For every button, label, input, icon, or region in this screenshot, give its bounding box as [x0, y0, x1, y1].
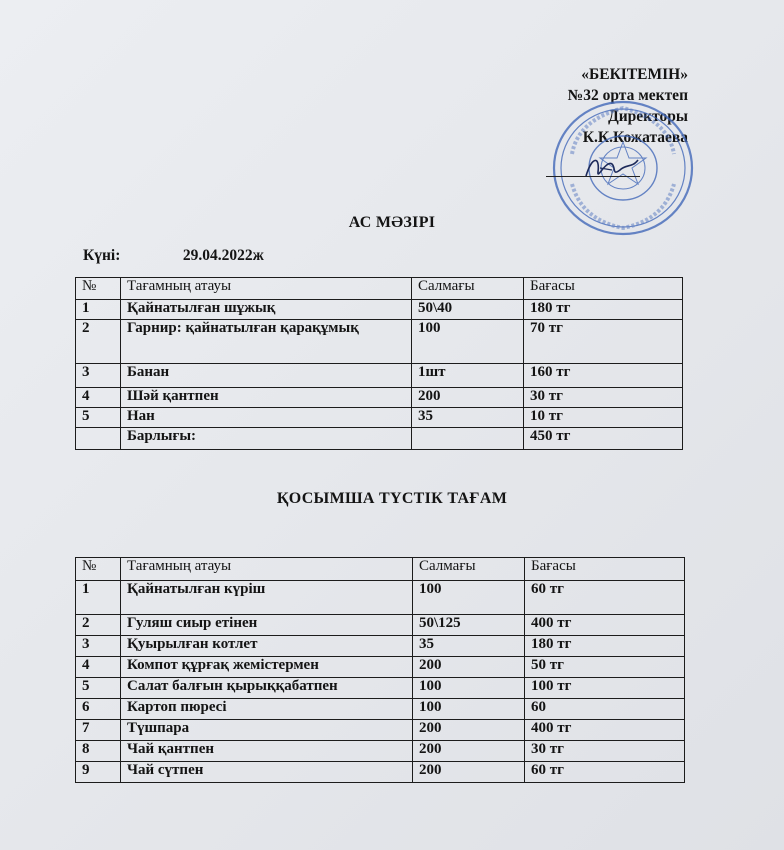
- header-weight: Салмағы: [413, 558, 525, 581]
- cell-dish-name: Түшпара: [121, 720, 413, 741]
- cell-price: 180 тг: [524, 300, 683, 320]
- cell-price: 30 тг: [525, 741, 685, 762]
- cell-weight: 35: [413, 636, 525, 657]
- cell-price: 100 тг: [525, 678, 685, 699]
- table-row: [76, 741, 685, 762]
- cell-dish-name: Салат балғын қырыққабатпен: [121, 678, 413, 699]
- approval-school: №32 орта мектеп: [567, 87, 688, 104]
- table-row: [76, 300, 683, 320]
- table-header-row: [76, 278, 683, 300]
- cell-weight: 200: [413, 741, 525, 762]
- table-row: [76, 720, 685, 741]
- cell-number: 5: [76, 678, 121, 699]
- table-total-row: [76, 428, 683, 450]
- cell-number: 7: [76, 720, 121, 741]
- cell-weight: 100: [413, 678, 525, 699]
- table-row: [76, 408, 683, 428]
- cell-price: 70 тг: [524, 320, 683, 364]
- cell-number: 9: [76, 762, 121, 783]
- cell-number: 1: [76, 581, 121, 615]
- cell-number: 3: [76, 636, 121, 657]
- cell-dish-name: Чай сүтпен: [121, 762, 413, 783]
- header-number: №: [76, 558, 121, 581]
- additional-lunch-title: ҚОСЫМША ТҮСТІК ТАҒАМ: [276, 490, 508, 507]
- cell-weight: 50\125: [413, 615, 525, 636]
- approval-position: Директоры: [608, 108, 688, 125]
- table-row: [76, 581, 685, 615]
- cell-number: 8: [76, 741, 121, 762]
- cell-weight: 200: [412, 388, 524, 408]
- cell-price: 400 тг: [525, 615, 685, 636]
- cell-dish-name: Гуляш сиыр етінен: [121, 615, 413, 636]
- cell-price: 160 тг: [524, 364, 683, 388]
- table-row: [76, 678, 685, 699]
- table-header-row: [76, 558, 685, 581]
- cell-weight: 200: [413, 657, 525, 678]
- table-row: [76, 615, 685, 636]
- cell-price: 50 тг: [525, 657, 685, 678]
- cell-dish-name: Картоп пюресі: [121, 699, 413, 720]
- cell-number: [76, 428, 121, 450]
- date-value: 29.04.2022ж: [182, 247, 264, 264]
- header-price: Бағасы: [525, 558, 685, 581]
- table-row: [76, 388, 683, 408]
- cell-number: 5: [76, 408, 121, 428]
- cell-weight: 100: [413, 581, 525, 615]
- cell-number: 4: [76, 388, 121, 408]
- cell-weight: 200: [413, 720, 525, 741]
- cell-weight: 100: [412, 320, 524, 364]
- table-row: [76, 657, 685, 678]
- cell-dish-name: Компот құрғақ жемістермен: [121, 657, 413, 678]
- cell-number: 3: [76, 364, 121, 388]
- approval-heading: «БЕКІТЕМІН»: [581, 66, 688, 83]
- table-row: [76, 320, 683, 364]
- cell-number: 1: [76, 300, 121, 320]
- main-menu-table: [75, 277, 683, 450]
- header-number: №: [76, 278, 121, 300]
- cell-price: 60 тг: [525, 581, 685, 615]
- header-weight: Салмағы: [412, 278, 524, 300]
- cell-dish-name: Қайнатылған күріш: [121, 581, 413, 615]
- date-row: [83, 247, 264, 265]
- menu-title: АС МӘЗІРІ: [348, 214, 436, 231]
- additional-menu-table: [75, 557, 685, 783]
- cell-weight: 200: [413, 762, 525, 783]
- cell-dish-name: Чай қантпен: [121, 741, 413, 762]
- total-price: 450 тг: [524, 428, 683, 450]
- cell-number: 6: [76, 699, 121, 720]
- cell-weight: 1шт: [412, 364, 524, 388]
- table-row: [76, 762, 685, 783]
- cell-dish-name: Банан: [121, 364, 412, 388]
- cell-dish-name: Қайнатылған шұжық: [121, 300, 412, 320]
- cell-number: 2: [76, 320, 121, 364]
- cell-price: 10 тг: [524, 408, 683, 428]
- cell-dish-name: Шәй қантпен: [121, 388, 412, 408]
- header-dish-name: Тағамның атауы: [121, 558, 413, 581]
- cell-weight: 50\40: [412, 300, 524, 320]
- cell-price: 60 тг: [525, 762, 685, 783]
- cell-price: 180 тг: [525, 636, 685, 657]
- cell-weight: 35: [412, 408, 524, 428]
- header-dish-name: Тағамның атауы: [121, 278, 412, 300]
- cell-dish-name: Гарнир: қайнатылған қарақұмық: [121, 320, 412, 364]
- cell-dish-name: Нан: [121, 408, 412, 428]
- cell-weight: [412, 428, 524, 450]
- table-row: [76, 636, 685, 657]
- cell-number: 4: [76, 657, 121, 678]
- approval-director-name: К.К.Кожатаева: [582, 129, 688, 146]
- header-price: Бағасы: [524, 278, 683, 300]
- cell-price: 30 тг: [524, 388, 683, 408]
- table-row: [76, 699, 685, 720]
- cell-number: 2: [76, 615, 121, 636]
- cell-dish-name: Қуырылған котлет: [121, 636, 413, 657]
- cell-weight: 100: [413, 699, 525, 720]
- cell-price: 400 тг: [525, 720, 685, 741]
- total-label: Барлығы:: [121, 428, 412, 450]
- cell-price: 60: [525, 699, 685, 720]
- date-label: Күні:: [83, 247, 121, 264]
- table-row: [76, 364, 683, 388]
- signature-icon: [582, 150, 642, 184]
